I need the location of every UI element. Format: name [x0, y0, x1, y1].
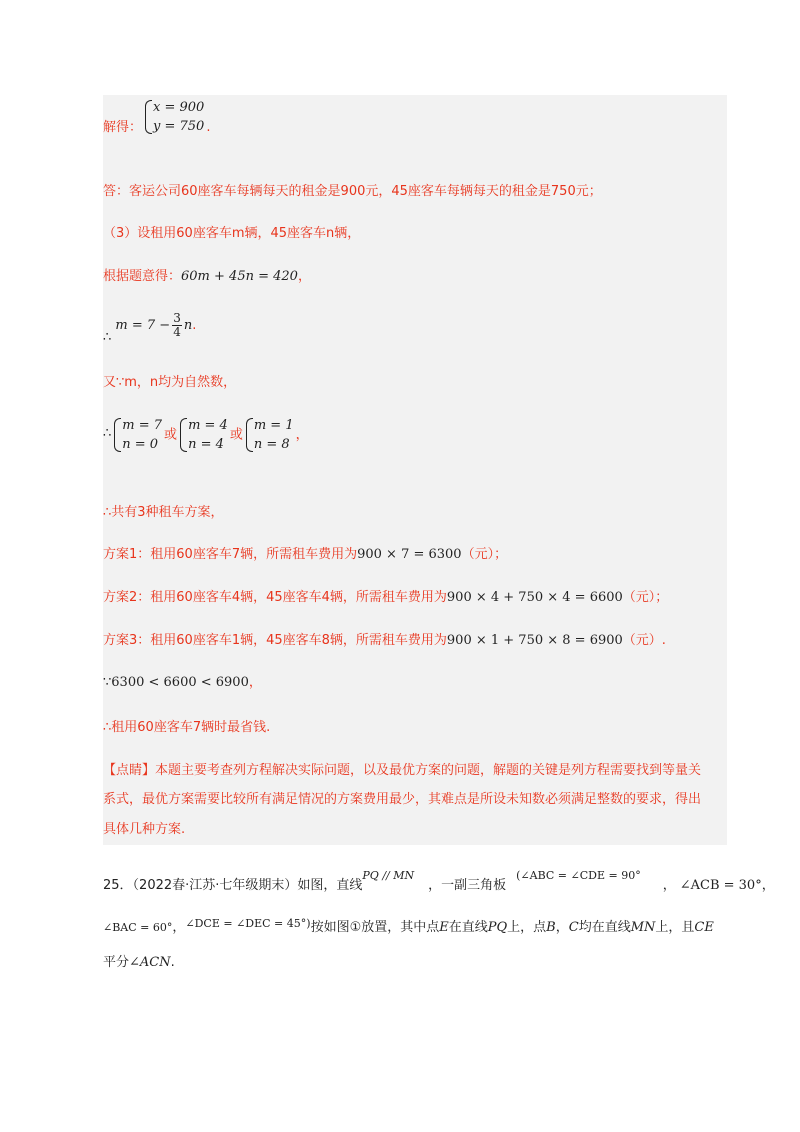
plan2-calculation: 900 × 4 + 750 × 4 = 6600: [446, 590, 623, 605]
solution-system-a: m = 7 n = 0: [113, 416, 162, 454]
equation: x = 900: [153, 100, 205, 115]
solution-line-system1: 解得： x = 900 y = 750 .: [103, 100, 211, 135]
plan3-calculation: 900 × 1 + 750 × 8 = 6900: [446, 633, 623, 648]
q25-line-1: 25．（2022春·江苏·七年级期末）如图，直线$^{PQ // MN}$，一副三角板$^{(\angle ABC = \angle CDE = 90^\circ}$， ∠ACB = 30°，: [103, 869, 775, 893]
parallel-lines: PQ // MN: [362, 869, 415, 882]
plan1-line: 方案1：租用60座客车7辆，所需租车费用为900 × 7 = 6300（元）；: [103, 547, 508, 562]
three-plans-line: ∴共有3种租车方案，: [103, 505, 224, 520]
plan2-line: 方案2：租用60座客车4辆，45座客车4辆，所需租车费用为900 × 4 + 750 × 4 = 6600（元）；: [103, 590, 669, 605]
solutions-line: ∴ m = 7 n = 0 或 m = 4 n = 4 或 m = 1 n = 8 ，: [103, 418, 309, 452]
plan1-calculation: 900 × 7 = 6300: [357, 547, 462, 562]
solution-system-b: m = 4 n = 4: [179, 416, 228, 454]
therefore-symbol: ∴: [103, 425, 112, 441]
equation: y = 750: [153, 119, 205, 134]
natural-number-line: 又∵m，n均为自然数，: [103, 375, 237, 390]
angle-acb: ∠ACB = 30°: [679, 878, 762, 893]
or-word: 或: [229, 427, 243, 443]
plan3-line: 方案3：租用60座客车1辆，45座客车8辆，所需租车费用为900 × 1 + 750 × 8 = 6900（元）.: [103, 633, 666, 648]
right-angles: (∠ABC = ∠CDE = 90°: [516, 869, 641, 882]
note-line-1: 【点睛】本题主要考查列方程解决实际问题，以及最优方案的问题，解题的关键是列方程需要找到等量关: [103, 763, 702, 778]
therefore-symbol: ∴: [103, 330, 112, 345]
note-line-3: 具体几种方案.: [103, 822, 186, 837]
equation-right: n: [183, 318, 193, 333]
solution-system-c: m = 1 n = 8: [245, 416, 294, 454]
fraction: $\frac{3}{4}$: [173, 311, 181, 339]
because-symbol: ∵: [103, 675, 112, 690]
equation-intro: 根据题意得：: [103, 269, 182, 284]
conclusion-line: ∴租用60座客车7辆时最省钱.: [103, 720, 271, 735]
q25-line-2: ∠BAC = 60°，$^{\angle DCE = \angle DEC = 45^\circ)}$按如图①放置，其中点E在直线PQ上，点B，C均在直线MN上，且CE: [103, 917, 714, 935]
equation: 60m + 45n = 420: [181, 269, 298, 284]
or-word: 或: [164, 427, 178, 443]
angle-bac: ∠BAC = 60°: [103, 921, 173, 934]
comparison-line: ∵6300 < 6600 < 6900，: [103, 675, 262, 690]
fraction-line: ∴ m = 7 − $\frac{3}{4}$ n.: [103, 311, 197, 345]
q25-line-3: 平分∠ACN.: [103, 955, 175, 970]
solved-label: 解得：: [103, 119, 143, 135]
angles-45: ∠DCE = ∠DEC = 45°): [185, 917, 311, 930]
equation-system: [144, 98, 204, 136]
answer-line: 答：客运公司60座客车每辆每天的租金是900元，45座客车每辆每天的租金是750元；: [103, 184, 602, 199]
note-line-2: 系式，最优方案需要比较所有满足情况的方案费用最少，其难点是所设未知数必须满足整数的要求，得出: [103, 792, 702, 807]
angle-acn: ∠ACN: [129, 955, 171, 970]
comparison: 6300 < 6600 < 6900: [111, 675, 249, 690]
equation-left: m = 7 −: [115, 318, 171, 333]
part3-line: （3）设租用60座客车m辆，45座客车n辆，: [103, 226, 361, 241]
equation-line: 根据题意得：60m + 45n = 420，: [103, 269, 311, 284]
